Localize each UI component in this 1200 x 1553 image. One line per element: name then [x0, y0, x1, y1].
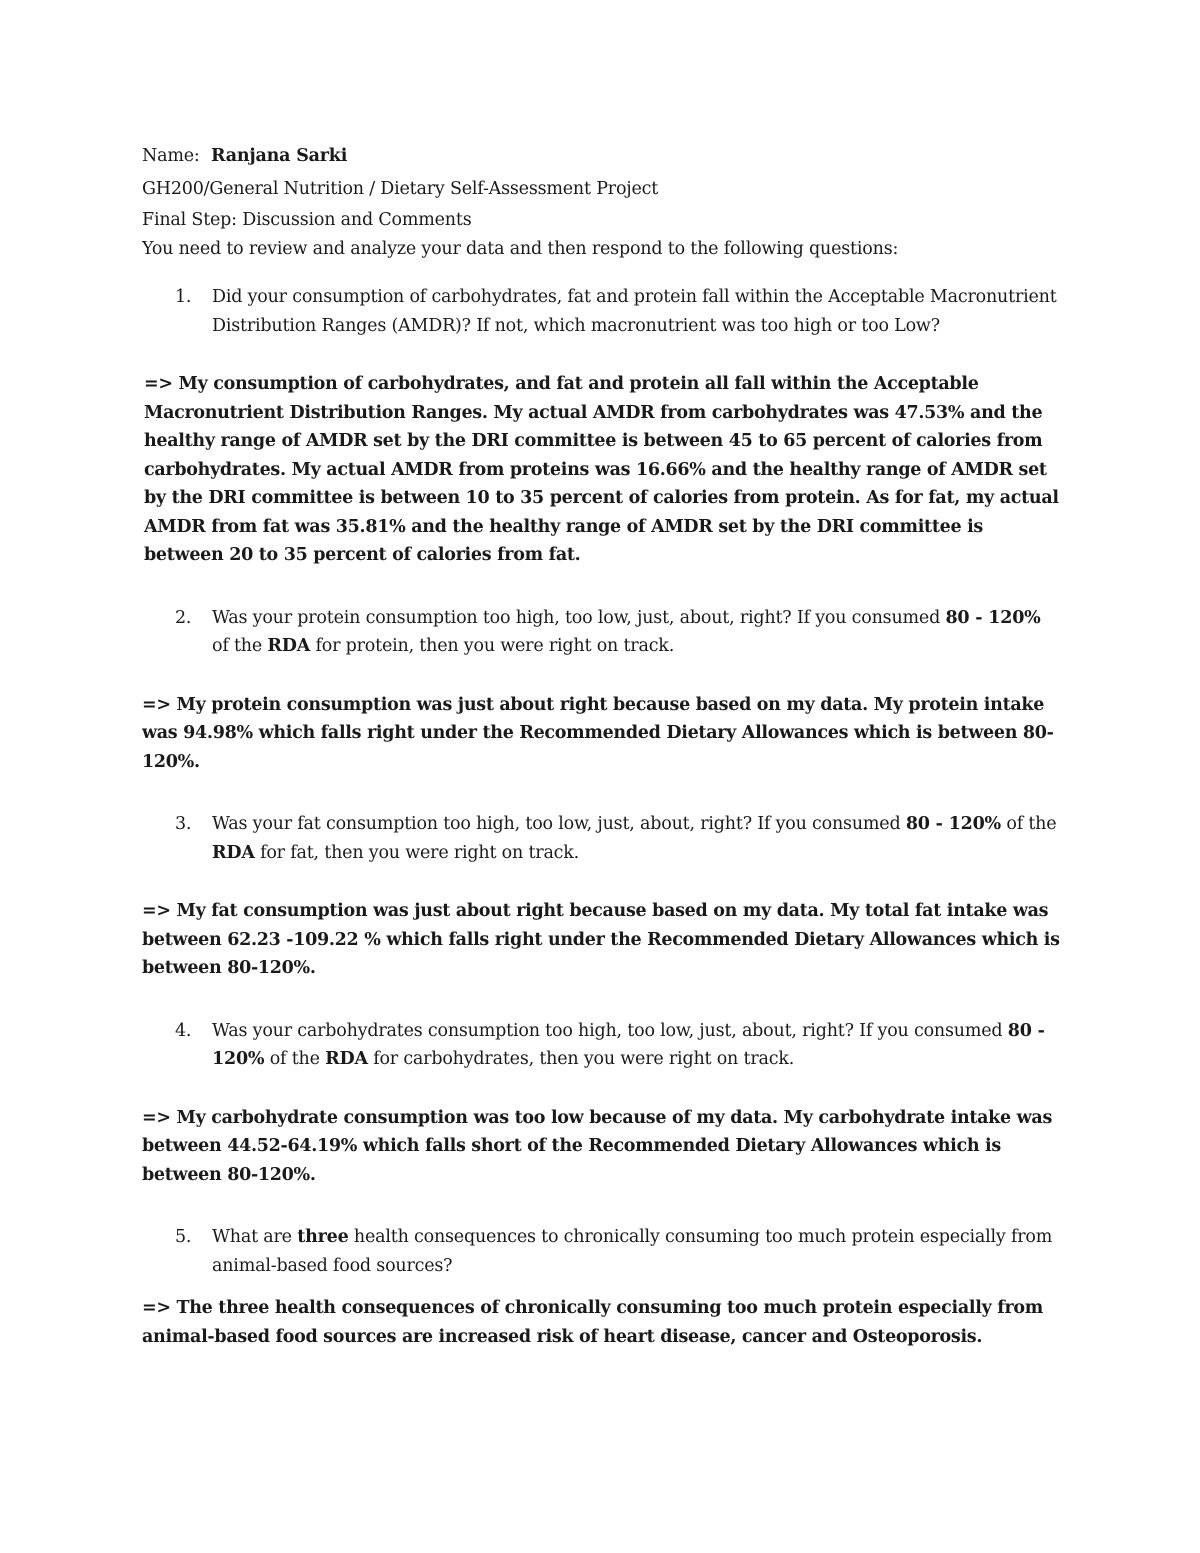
- question-number: 3.: [175, 814, 192, 834]
- question-number: 5.: [175, 1227, 192, 1247]
- question-emphasis: RDA: [212, 842, 255, 863]
- question-1: [142, 283, 1062, 340]
- question-text: Was your protein consumption too high, too low, just, about, right? If you consumed: [212, 607, 946, 628]
- question-emphasis: 80 - 120%: [905, 814, 1001, 834]
- name-label: Name:: [142, 146, 200, 166]
- question-text: for fat, then you were right on track.: [254, 842, 580, 863]
- question-number: 1.: [175, 287, 192, 307]
- question-text: for protein, then you were right on track.: [310, 636, 675, 656]
- question-emphasis: 80 - 120%: [945, 607, 1041, 628]
- course-title: GH200/General Nutrition / Dietary Self-Assessment Project: [142, 178, 659, 199]
- question-text: of the: [212, 636, 268, 656]
- answer-1: => My consumption of carbohydrates, and fat and protein all fall within the Acceptable Macronutrient Distribution Ranges. My actual AMDR from carbohydrates was 47.53% and the healthy range of AMDR set by the DRI committee is between 45 to 65 percent of calories from carbohydrates. My actual AMDR from proteins was 16.66% and the healthy range of AMDR set by the DRI committee is between 10 to 35 percent of calories from protein. As for fat, my actual AMDR from fat was 35.81% and the healthy range of AMDR set by the DRI committee is between 20 to 35 percent of calories from fat.: [144, 374, 1059, 565]
- name-line: [142, 142, 1062, 171]
- question-text: for carbohydrates, then you were right on track.: [367, 1049, 795, 1069]
- question-number: 2.: [175, 607, 192, 628]
- answer-4: => My carbohydrate consumption was too low because of my data. My carbohydrate intake was between 44.52-64.19% which falls short of the Recommended Dietary Allowances which is between 80-120%.: [142, 1107, 1052, 1185]
- question-4: [142, 1017, 1062, 1074]
- question-emphasis: RDA: [267, 636, 311, 656]
- instructions: You need to review and analyze your data and then respond to the following questions:: [142, 238, 899, 259]
- question-text: Did your consumption of carbohydrates, fat and protein fall within the Acceptable Macronutrient Distribution Ranges (AMDR)? If not, which macronutrient was too high or too Low?: [212, 287, 1057, 336]
- answer-5: => The three health consequences of chronically consuming too much protein especially from animal-based food sources are increased risk of heart disease, cancer and Osteoporosis.: [142, 1298, 1043, 1347]
- question-emphasis: RDA: [325, 1049, 368, 1069]
- question-2: [142, 604, 1062, 661]
- question-text: of the: [1001, 814, 1057, 834]
- student-name: Ranjana Sarki: [210, 146, 348, 166]
- step-title: Final Step: Discussion and Comments: [142, 210, 472, 230]
- question-emphasis: three: [297, 1227, 349, 1247]
- document-page: [142, 142, 1062, 1351]
- question-3: [142, 810, 1062, 867]
- question-emphasis: 80 - 120%: [212, 1020, 1045, 1069]
- answer-2: => My protein consumption was just about right because based on my data. My protein intake was 94.98% which falls right under the Recommended Dietary Allowances which is between 80-120%.: [142, 694, 1054, 772]
- answer-3: => My fat consumption was just about right because based on my data. My total fat intake was between 62.23 -109.22 % which falls right under the Recommended Dietary Allowances which is between 80-120%.: [142, 901, 1060, 978]
- question-5: [142, 1223, 1062, 1280]
- question-text: What are: [212, 1227, 298, 1247]
- question-text: of the: [264, 1049, 326, 1069]
- question-text: Was your carbohydrates consumption too high, too low, just, about, right? If you consumed: [212, 1020, 1008, 1041]
- question-text: Was your fat consumption too high, too low, just, about, right? If you consumed: [212, 814, 906, 834]
- question-number: 4.: [175, 1020, 192, 1041]
- question-text: health consequences to chronically consuming too much protein especially from animal-based food sources?: [212, 1227, 1053, 1276]
